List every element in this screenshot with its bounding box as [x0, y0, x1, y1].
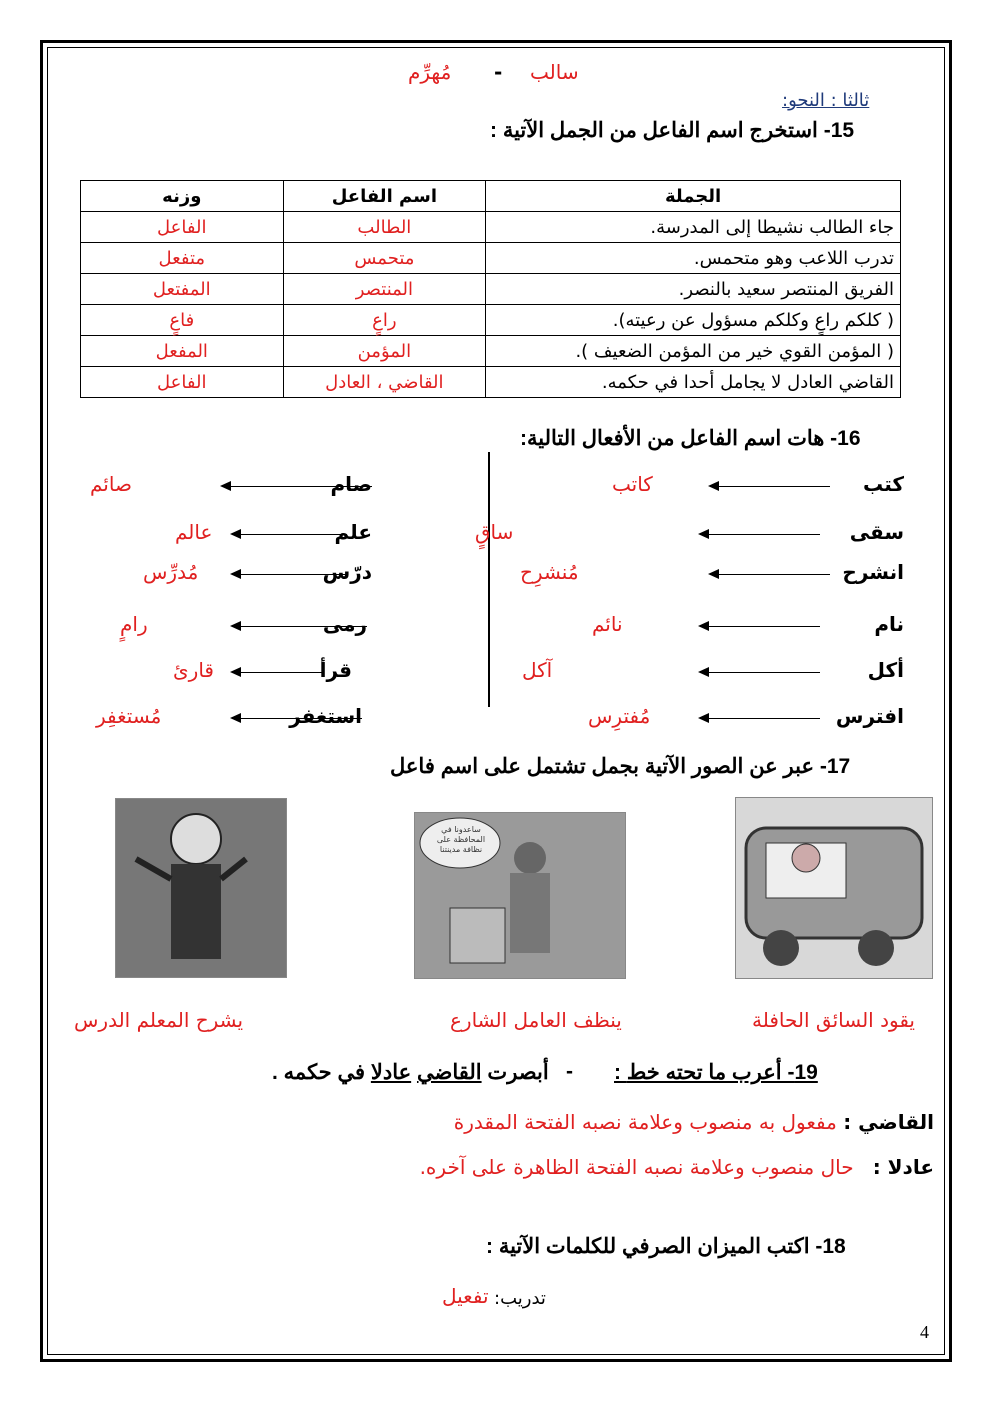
header-wazn: وزنه [81, 181, 284, 212]
street-cleaner-image [414, 812, 626, 979]
poster-text: ساعدونا في المحافظة على نظافة مدينتنا [436, 825, 486, 854]
table-row [81, 243, 901, 274]
answer-right-5: مُفترِس [588, 704, 651, 728]
sentence-pre: أبصرت [487, 1061, 549, 1084]
q19-title [614, 1060, 818, 1085]
wazn-cell: الفاعل [81, 367, 284, 398]
verb-right-0: كتب [863, 472, 904, 496]
arrow-icon [232, 626, 367, 627]
answer-right-2: مُنشرِح [520, 560, 579, 584]
q17-title: 17- عبر عن الصور الآتية بجمل تشتمل على اسم فاعل [390, 755, 851, 778]
wazn-cell: فاعٍ [81, 305, 284, 336]
verb-right-3: نام [874, 612, 904, 636]
caption-bus: يقود السائق الحافلة [751, 1008, 915, 1032]
answer-word: عادلا : [872, 1155, 934, 1179]
sentence-post: في حكمه . [272, 1061, 366, 1084]
arrow-icon [700, 626, 820, 627]
verb-left-1: علم [334, 520, 372, 544]
q16-title: 16- هات اسم الفاعل من الأفعال التالية: [520, 427, 861, 450]
answer-right-4: آكل [522, 658, 553, 682]
verb-right-4: أكل [867, 658, 904, 682]
arrow-icon [232, 534, 347, 535]
faail-cell: الطالب [283, 212, 486, 243]
answer-salib: سالب [530, 60, 579, 84]
answer-text: حال منصوب وعلامة نصبه الفتحة الظاهرة على آخره. [419, 1155, 854, 1179]
answer-right-1: ساقٍ [475, 520, 514, 544]
answer-aadilan [420, 1155, 934, 1179]
wazn-cell: المفتعل [81, 274, 284, 305]
caption-teacher: يشرح المعلم الدرس [74, 1008, 244, 1032]
sentence-cell: تدرب اللاعب وهو متحمس. [486, 243, 901, 274]
sentence-cell: ( كلكم راعٍ وكلكم مسؤول عن رعيته). [486, 305, 901, 336]
arrow-icon [232, 574, 347, 575]
q19-title-text: 19- أعرب ما تحته خط [626, 1061, 818, 1084]
bus-driver-image [735, 797, 933, 979]
faail-cell: راعٍ [283, 305, 486, 336]
sentence-cell: جاء الطالب نشيطا إلى المدرسة. [486, 212, 901, 243]
answer-left-1: عالم [175, 520, 213, 544]
faail-cell: القاضي ، العادل [283, 367, 486, 398]
table-row [81, 367, 901, 398]
sentence-cell: ( المؤمن القوي خير من المؤمن الضعيف ). [486, 336, 901, 367]
faail-cell: متحمس [283, 243, 486, 274]
answer-left-3: رامٍ [120, 612, 148, 636]
q18-answer: تفعيل [442, 1284, 489, 1308]
q19-sentence [272, 1060, 549, 1085]
q15-table [80, 180, 901, 398]
verb-left-0: صام [330, 472, 372, 496]
wazn-cell: متفعل [81, 243, 284, 274]
arrow-icon [232, 672, 322, 673]
q18-label: تدريب: [494, 1288, 546, 1309]
verb-right-1: سقى [849, 520, 904, 544]
wazn-cell: المفعل [81, 336, 284, 367]
teacher-image [115, 798, 287, 978]
answer-qadi [454, 1110, 934, 1134]
arrow-icon [700, 534, 820, 535]
arrow-icon [710, 574, 830, 575]
answer-left-5: مُستغفِر [96, 704, 162, 728]
table-row [81, 212, 901, 243]
caption-cleaner: ينظف العامل الشارع [450, 1008, 622, 1032]
page-number: 4 [920, 1322, 929, 1342]
faail-cell: المنتصر [283, 274, 486, 305]
answer-right-0: كاتب [612, 472, 653, 496]
underlined-qadi: القاضي [416, 1061, 482, 1084]
answer-text: مفعول به منصوب وعلامة نصبه الفتحة المقدرة [453, 1110, 837, 1134]
separator: - [494, 60, 503, 84]
faail-cell: المؤمن [283, 336, 486, 367]
q18-title: 18- اكتب الميزان الصرفي للكلمات الآتية : [486, 1235, 846, 1258]
header-faail: اسم الفاعل [283, 181, 486, 212]
table-row [81, 305, 901, 336]
answer-muharrim: مُهرِّم [408, 60, 452, 84]
wazn-cell: الفاعل [81, 212, 284, 243]
answer-word: القاضي : [843, 1110, 934, 1134]
arrow-icon [232, 718, 362, 719]
column-divider [488, 452, 490, 707]
sentence-cell: الفريق المنتصر سعيد بالنصر. [486, 274, 901, 305]
table-row [81, 336, 901, 367]
answer-left-0: صائم [90, 472, 132, 496]
q19-colon: : [614, 1061, 621, 1084]
verb-right-5: افترس [835, 704, 904, 728]
arrow-icon [710, 486, 830, 487]
answer-right-3: نائم [592, 612, 623, 636]
arrow-icon [222, 486, 372, 487]
verb-left-5: استغفر [289, 704, 362, 728]
verb-left-4: قرأ [319, 658, 352, 682]
verb-left-3: رمى [322, 612, 367, 636]
underlined-aadilan: عادلا [370, 1061, 412, 1084]
sentence-cell: القاضي العادل لا يجامل أحدا في حكمه. [486, 367, 901, 398]
q15-title: 15- استخرج اسم الفاعل من الجمل الآتية : [490, 119, 855, 142]
table-header [81, 181, 901, 212]
answer-left-4: قارئ [173, 658, 214, 682]
arrow-icon [700, 718, 820, 719]
verb-left-2: درّس [322, 560, 372, 584]
arrow-icon [700, 672, 820, 673]
answer-left-2: مُدرِّس [143, 560, 199, 584]
section-title: ثالثا : النحو: [782, 90, 870, 111]
header-sentence: الجملة [486, 181, 901, 212]
q19-dash: - [566, 1060, 573, 1083]
table-row [81, 274, 901, 305]
verb-right-2: انشرح [842, 560, 904, 584]
